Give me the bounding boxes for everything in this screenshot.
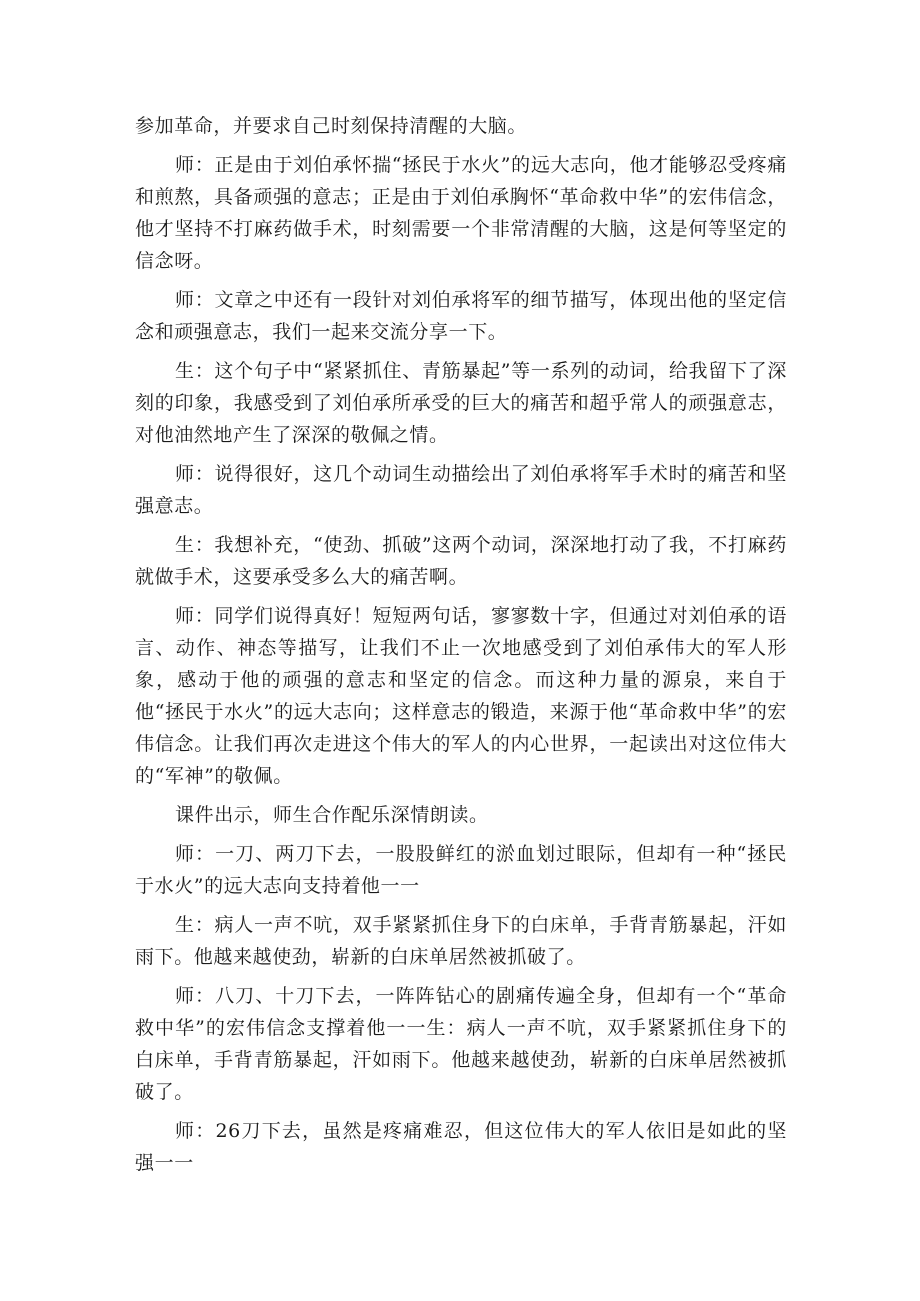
paragraph-teacher-2: 师：文章之中还有一段针对刘伯承将军的细节描写，体现出他的坚定信念和顽强意志，我们一起来交流分享一下。 (135, 289, 787, 343)
paragraph-student-1: 生：这个句子中“紧紧抓住、青筋暴起”等一系列的动词，给我留下了深刻的印象，我感受到了刘伯承所承受的巨大的痛苦和超乎常人的顽强意志，对他油然地产生了深深的敬佩之情。 (135, 360, 787, 446)
paragraph-teacher-7: 师：26刀下去，虽然是疼痛难忍，但这位伟大的军人依旧是如此的坚强一一 (135, 1120, 787, 1174)
paragraph-teacher-3: 师：说得很好，这几个动词生动描绘出了刘伯承将军手术时的痛苦和坚强意志。 (135, 463, 787, 517)
paragraph-teacher-1: 师：正是由于刘伯承怀揣“拯民于水火”的远大志向，他才能够忍受疼痛和煎熬，具备顽强的意志；正是由于刘伯承胸怀“革命救中华”的宏伟信念，他才坚持不打麻药做手术，时刻需要一个非常清醒的大脑，这是何等坚定的信念呀。 (135, 154, 787, 272)
paragraph-student-3: 生：病人一声不吭，双手紧紧抓住身下的白床单，手背青筋暴起，汗如雨下。他越来越使劲，崭新的白床单居然被抓破了。 (135, 914, 787, 968)
document-page (135, 110, 787, 1186)
paragraph-student-2: 生：我想补充，“使劲、抓破”这两个动词，深深地打动了我，不打麻药就做手术，这要承受多么大的痛苦啊。 (135, 534, 787, 588)
paragraph-courseware: 课件出示，师生合作配乐深情朗读。 (175, 804, 489, 826)
paragraph-teacher-6: 师：八刀、十刀下去，一阵阵钻心的剧痛传遍全身，但却有一个“革命救中华”的宏伟信念支撑着他一一生：病人一声不吭，双手紧紧抓住身下的白床单，手背青筋暴起，汗如雨下。他越来越使劲，崭新的白床单居然被抓破了。 (135, 985, 787, 1103)
paragraph-continuation: 参加革命，并要求自己时刻保持清醒的大脑。 (135, 115, 528, 137)
paragraph-teacher-5: 师：一刀、两刀下去，一股股鲜红的淤血划过眼际，但却有一种“拯民于水火”的远大志向支持着他一一 (135, 843, 787, 897)
paragraph-teacher-4: 师：同学们说得真好！短短两句话，寥寥数十字，但通过对刘伯承的语言、动作、神态等描写，让我们不止一次地感受到了刘伯承伟大的军人形象，感动于他的顽强的意志和坚定的信念。而这种力量的源泉，来自于他“拯民于水火”的远大志向；这样意志的锻造，来源于他“革命救中华”的宏伟信念。让我们再次走进这个伟大的军人的内心世界，一起读出对这位伟大的“军神”的敬佩。 (135, 605, 787, 787)
